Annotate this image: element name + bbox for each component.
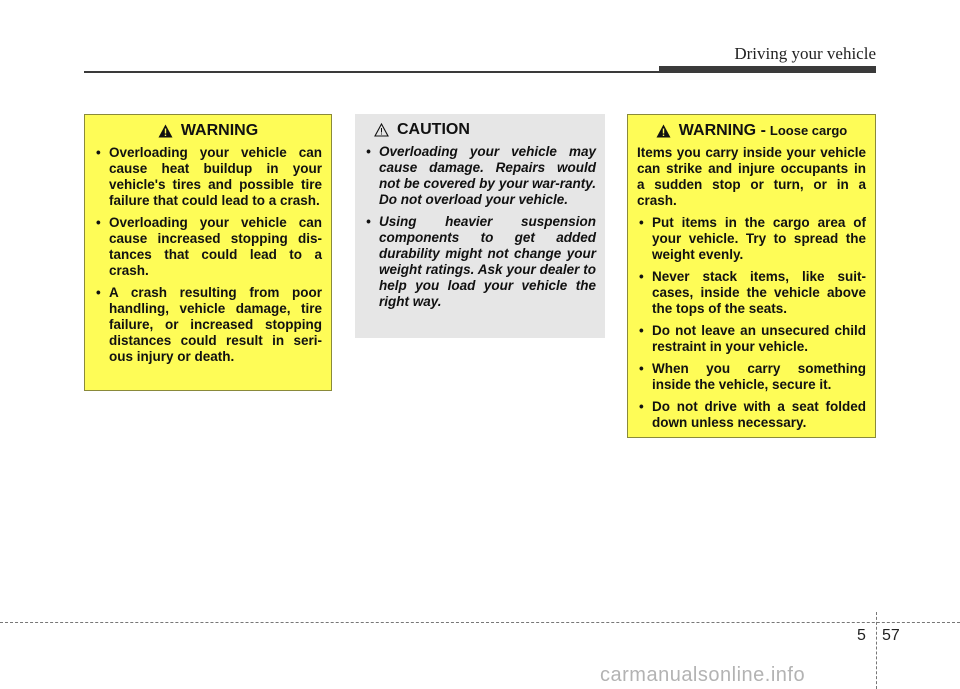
list-item: • Do not drive with a seat folded down unless necessary. (637, 399, 866, 431)
chapter-number: 5 (857, 627, 866, 644)
list-item: • Using heavier suspension components to get added durability might not change your weight ratings. Ask your dealer to help you load your vehicle the right way. (364, 214, 596, 310)
watermark: carmanualsonline.info (600, 664, 806, 686)
warning-title: WARNING - (678, 122, 766, 139)
caution-heading (364, 122, 596, 138)
footer-divider (876, 612, 877, 689)
caution-title: CAUTION (397, 121, 470, 138)
list-item: • When you carry something inside the vehicle, secure it. (637, 361, 866, 393)
page-number: 57 (882, 627, 900, 644)
warning-box-loose-cargo (627, 114, 876, 438)
list-item: • Put items in the cargo area of your vehicle. Try to spread the weight evenly. (637, 215, 866, 263)
warning-subtitle: Loose cargo (769, 123, 848, 138)
list-item: • Do not leave an unsecured child restraint in your vehicle. (637, 323, 866, 355)
list-item: • Never stack items, like suit-cases, inside the vehicle above the tops of the seats. (637, 269, 866, 317)
list-item: • Overloading your vehicle may cause damage. Repairs would not be covered by your war-ranty. Do not overload your vehicle. (364, 144, 596, 208)
warning-triangle-icon (656, 124, 671, 138)
warning-box-overloading (84, 114, 332, 391)
warning-triangle-icon (158, 124, 173, 138)
list-item: • Overloading your vehicle can cause increased stopping dis-tances that could lead to a crash. (94, 215, 322, 279)
warning-heading (637, 123, 866, 139)
footer-rule (0, 622, 960, 623)
warning-list (637, 215, 866, 431)
header-rule-accent (659, 66, 876, 73)
list-item: • A crash resulting from poor handling, vehicle damage, tire failure, or increased stopping distances could result in seri-ous injury or death. (94, 285, 322, 365)
caution-list (364, 144, 596, 310)
page-header-title: Driving your vehicle (734, 44, 876, 63)
warning-intro: Items you carry inside your vehicle can strike and injure occupants in a sudden stop or turn, or in a crash. (637, 145, 866, 208)
caution-triangle-icon (374, 123, 389, 137)
caution-box-overloading (355, 114, 605, 338)
warning-title: WARNING (180, 122, 259, 139)
warning-list (94, 145, 322, 365)
warning-heading (94, 123, 322, 139)
list-item: • Overloading your vehicle can cause heat buildup in your vehicle's tires and possible tire failure that could lead to a crash. (94, 145, 322, 209)
